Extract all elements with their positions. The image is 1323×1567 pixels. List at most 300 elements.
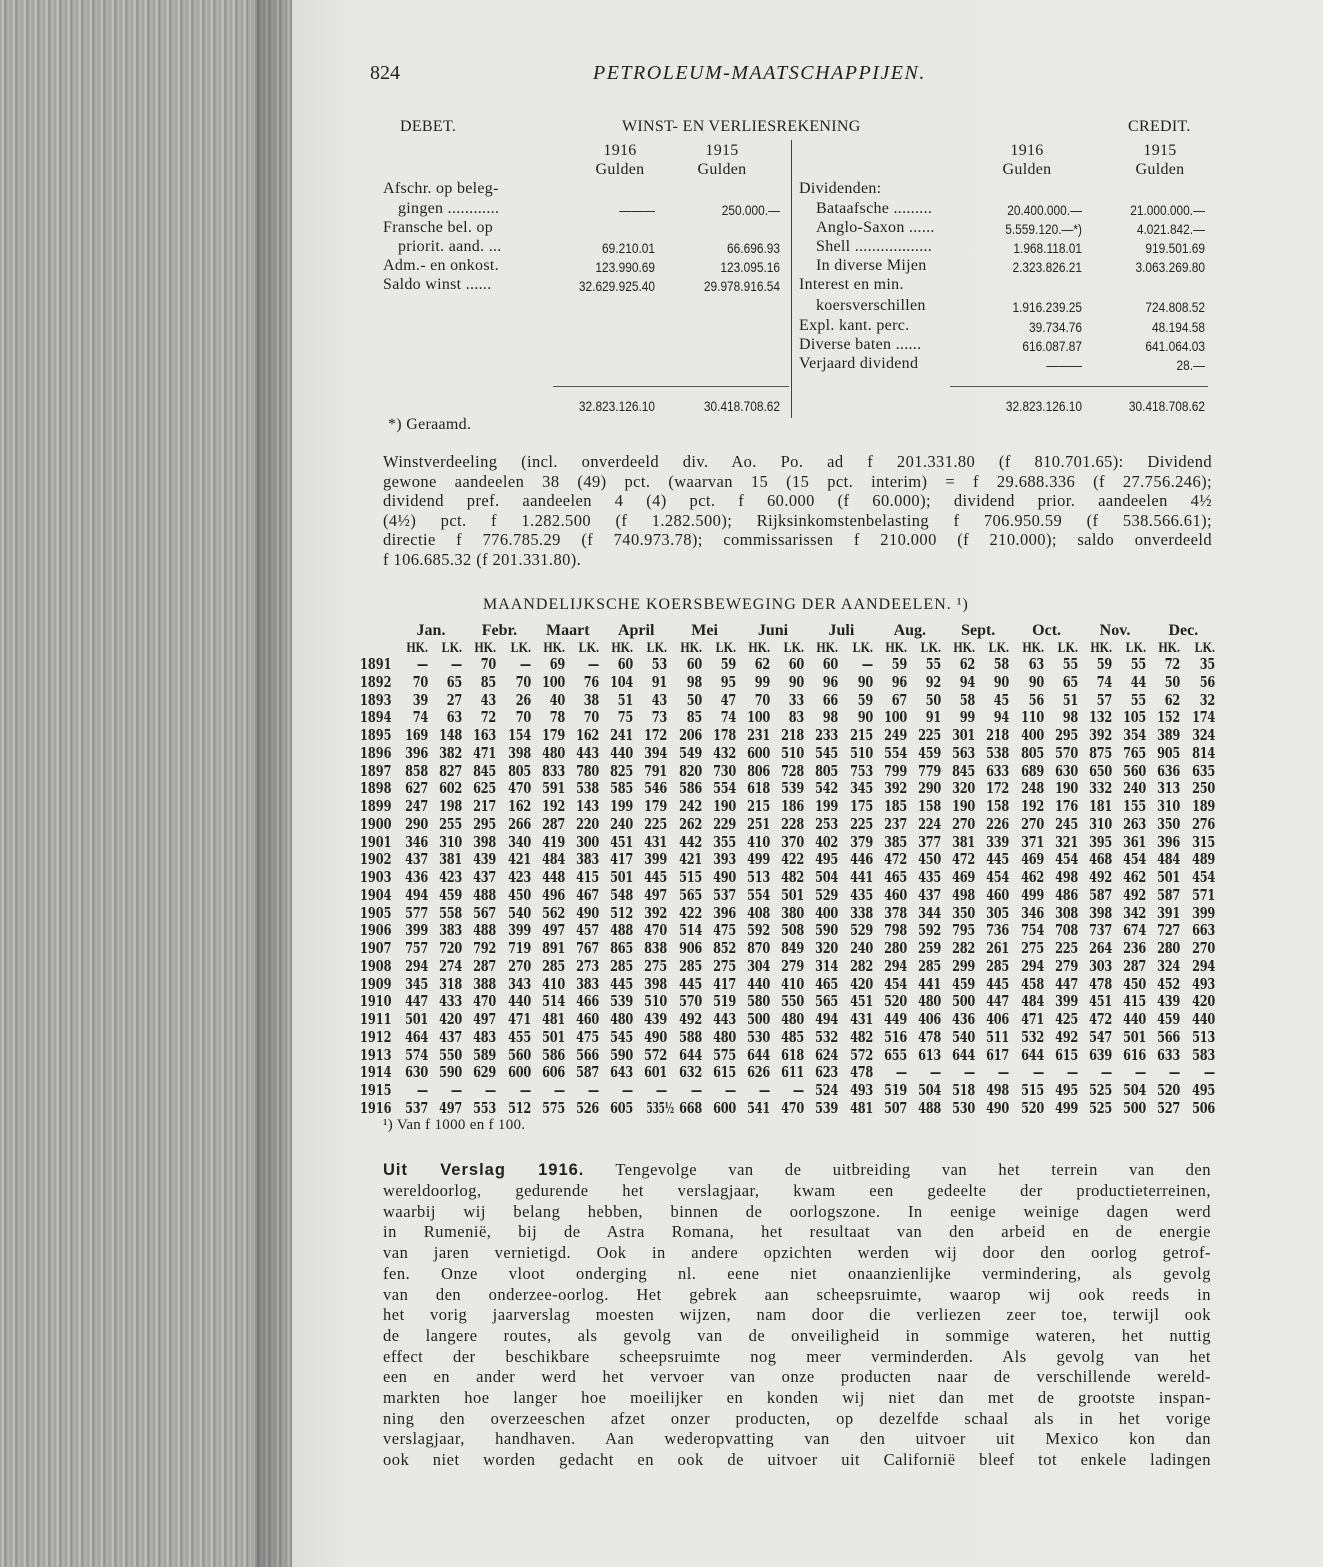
credit-label: Expl. kant. perc. [799, 317, 910, 334]
table-cell: 441 [849, 869, 873, 887]
report-line: effect der beschikbare scheepsruimte nog meer verminderden. Als gevolg van het [383, 1346, 1211, 1366]
year-label: 1912 [360, 1028, 392, 1046]
table-cell: 499 [1054, 1100, 1078, 1117]
table-cell: 70 [481, 656, 497, 673]
table-cell: 537 [405, 1100, 428, 1117]
table-cell: 241 [610, 727, 634, 745]
table-cell: — [485, 1082, 497, 1100]
table-cell: 206 [678, 727, 702, 745]
table-cell: 644 [747, 1046, 770, 1064]
report-line: het vorig jaarverslag moesten wijzen, nam door die verliezen zeer toe, terwijl ook [383, 1305, 1211, 1325]
debit-value-1916: ——— [619, 202, 655, 218]
hk-lk-header: HK. [816, 640, 839, 656]
table-cell: 175 [849, 798, 873, 816]
year-header: 1915 [1143, 142, 1177, 159]
table-cell: 437 [439, 1028, 463, 1046]
table-cell: 346 [405, 833, 428, 851]
table-cell: 174 [1191, 709, 1215, 727]
table-cell: 383 [576, 975, 599, 993]
table-cell: 590 [610, 1046, 634, 1064]
table-cell: 588 [678, 1028, 702, 1046]
table-cell: 513 [747, 869, 770, 887]
table-cell: 454 [1123, 851, 1147, 869]
table-cell: 492 [1054, 1028, 1078, 1046]
table-cell: 287 [541, 815, 565, 833]
month-header: Juli [828, 622, 855, 639]
table-cell: 63 [1028, 656, 1044, 673]
table-cell: 346 [1020, 904, 1044, 922]
table-cell: — [622, 1082, 634, 1100]
table-cell: 383 [439, 922, 463, 940]
debit-value-1915: 123.095.16 [720, 259, 780, 275]
table-cell: 530 [952, 1100, 976, 1117]
table-cell: — [587, 656, 599, 673]
table-cell: 308 [1054, 904, 1078, 922]
table-cell: — [998, 1064, 1010, 1082]
table-cell: 486 [1054, 886, 1078, 904]
year-label: 1905 [360, 904, 392, 922]
table-cell: 440 [610, 744, 634, 762]
table-cell: 500 [952, 993, 976, 1011]
hk-lk-header: LK. [441, 640, 463, 656]
table-cell: 73 [652, 709, 668, 727]
table-cell: 554 [747, 886, 770, 904]
table-cell: 566 [1157, 1028, 1181, 1046]
table-cell: 545 [610, 1028, 634, 1046]
table-cell: 535½ [646, 1100, 675, 1117]
table-cell: 379 [849, 833, 873, 851]
credit-total-rule [950, 386, 1208, 387]
table-cell: — [519, 656, 531, 673]
table-cell: 498 [986, 1082, 1010, 1100]
table-cell: 240 [1123, 780, 1147, 798]
table-cell: 858 [405, 762, 428, 780]
table-cell: 838 [644, 940, 668, 958]
unit-header: Gulden [1002, 161, 1052, 178]
table-cell: 471 [1020, 1011, 1044, 1029]
debit-label: Adm.- en onkost. [383, 257, 499, 274]
table-cell: 90 [857, 709, 873, 727]
table-cell: 60 [686, 656, 702, 673]
table-cell: 586 [541, 1046, 565, 1064]
table-cell: — [587, 1082, 599, 1100]
credit-value-1916: ——— [1046, 357, 1082, 373]
table-cell: 615 [712, 1064, 736, 1082]
table-cell: 497 [473, 1011, 497, 1029]
table-cell: 450 [507, 886, 531, 904]
table-cell: 516 [883, 1028, 907, 1046]
table-cell: 50 [686, 691, 702, 709]
table-cell: 449 [883, 1011, 907, 1029]
table-cell: 454 [1191, 869, 1215, 887]
table-cell: 439 [644, 1011, 668, 1029]
table-cell: 98 [823, 709, 839, 727]
table-cell: 248 [1020, 780, 1044, 798]
table-cell: 98 [686, 673, 702, 691]
debit-value-1916: 32.629.925.40 [578, 278, 655, 294]
table-cell: 451 [610, 833, 634, 851]
table-cell: 53 [652, 656, 668, 673]
table-cell: 158 [918, 798, 941, 816]
table-cell: 148 [439, 727, 463, 745]
table-cell: 338 [849, 904, 873, 922]
table-cell: 814 [1191, 744, 1215, 762]
table-cell: 287 [473, 957, 497, 975]
table-cell: 905 [1157, 744, 1181, 762]
table-cell: 282 [952, 940, 976, 958]
table-cell: 483 [473, 1028, 497, 1046]
table-cell: 606 [541, 1064, 565, 1082]
table-cell: 299 [952, 957, 976, 975]
table-cell: 343 [507, 975, 531, 993]
table-cell: 440 [747, 975, 770, 993]
table-cell: 554 [712, 780, 736, 798]
credit-heading: CREDIT. [1128, 118, 1191, 135]
table-cell: 59 [1096, 656, 1112, 673]
table-cell: 459 [439, 886, 463, 904]
year-label: 1901 [360, 833, 392, 851]
table-cell: 423 [439, 869, 463, 887]
debit-label: priorit. aand. ... [398, 238, 502, 255]
table-cell: 417 [712, 975, 736, 993]
table-cell: 245 [1054, 815, 1078, 833]
table-cell: 529 [849, 922, 873, 940]
report-line: verslagjaar, handhaven. Aan wederopvatting van den uitvoer uit Mexico kon dan [383, 1429, 1211, 1449]
table-cell: 791 [644, 762, 668, 780]
table-cell: 440 [1191, 1011, 1215, 1029]
year-label: 1891 [360, 656, 392, 673]
table-cell: 225 [849, 815, 873, 833]
credit-value-1915: 3.063.269.80 [1135, 259, 1205, 275]
table-cell: 482 [849, 1028, 873, 1046]
table-cell: 572 [644, 1046, 668, 1064]
table-cell: 627 [405, 780, 428, 798]
table-cell: 388 [473, 975, 497, 993]
table-cell: 285 [541, 957, 565, 975]
table-cell: 95 [720, 673, 736, 691]
table-cell: 294 [883, 957, 907, 975]
credit-value-1915: 724.808.52 [1145, 299, 1205, 315]
table-cell: 315 [1191, 833, 1215, 851]
table-cell: 587 [576, 1064, 599, 1082]
table-cell: 514 [541, 993, 565, 1011]
table-cell: 498 [952, 886, 976, 904]
table-cell: 805 [507, 762, 531, 780]
table-cell: 618 [747, 780, 770, 798]
table-cell: 85 [481, 673, 497, 691]
table-cell: 524 [815, 1082, 839, 1100]
table-cell: 489 [1191, 851, 1215, 869]
table-cell: 218 [781, 727, 805, 745]
table-cell: 279 [781, 957, 805, 975]
table-cell: 437 [918, 886, 941, 904]
table-cell: 451 [849, 993, 873, 1011]
month-header: Nov. [1099, 622, 1131, 639]
table-cell: 448 [541, 869, 565, 887]
table-cell: 539 [815, 1100, 839, 1117]
table-cell: 450 [918, 851, 941, 869]
table-cell: 350 [1157, 815, 1181, 833]
table-cell: 437 [405, 851, 428, 869]
table-cell: 215 [747, 798, 770, 816]
table-cell: 633 [1157, 1046, 1181, 1064]
table-cell: 492 [1123, 886, 1147, 904]
table-cell: 644 [1020, 1046, 1044, 1064]
table-cell: 849 [781, 940, 805, 958]
table-cell: 537 [712, 886, 736, 904]
table-cell: 371 [1020, 833, 1044, 851]
table-cell: 74 [720, 709, 736, 727]
table-cell: 415 [1123, 993, 1147, 1011]
table-cell: — [964, 1064, 976, 1082]
debit-total-1915: 30.418.708.62 [703, 398, 780, 414]
table-cell: 891 [541, 940, 565, 958]
table-cell: 798 [883, 922, 907, 940]
table-cell: 155 [1123, 798, 1147, 816]
table-cell: 313 [1157, 780, 1181, 798]
debit-value-1915: 66.696.93 [727, 240, 780, 256]
table-cell: — [1032, 1064, 1044, 1082]
table-cell: 423 [507, 869, 531, 887]
table-cell: 442 [678, 833, 702, 851]
table-cell: 176 [1054, 798, 1078, 816]
hk-lk-header: HK. [474, 640, 497, 656]
table-cell: 525 [1089, 1082, 1112, 1100]
table-cell: 445 [610, 975, 634, 993]
table-cell: 590 [815, 922, 839, 940]
table-cell: 345 [405, 975, 428, 993]
year-label: 1899 [360, 798, 392, 816]
table-cell: 314 [815, 957, 839, 975]
debit-label: Fransche bel. op [383, 219, 494, 236]
table-cell: 262 [678, 815, 702, 833]
table-cell: 90 [857, 673, 873, 691]
table-cell: 538 [986, 744, 1010, 762]
hk-lk-header: HK. [953, 640, 976, 656]
table-cell: 445 [986, 851, 1010, 869]
table-cell: 198 [439, 798, 463, 816]
table-cell: 224 [918, 815, 941, 833]
table-cell: 253 [815, 815, 839, 833]
table-cell: — [451, 656, 463, 673]
table-cell: 406 [918, 1011, 941, 1029]
table-cell: 525 [1089, 1100, 1112, 1117]
table-cell: 72 [481, 709, 497, 727]
table-cell: 633 [986, 762, 1010, 780]
table-cell: 820 [678, 762, 702, 780]
table-cell: 600 [747, 744, 770, 762]
table-cell: 419 [541, 833, 565, 851]
table-cell: 377 [918, 833, 941, 851]
table-cell: 540 [952, 1028, 976, 1046]
table-cell: 70 [515, 709, 531, 727]
table-cell: 47 [720, 691, 736, 709]
table-cell: 172 [986, 780, 1010, 798]
table-cell: 276 [1191, 815, 1215, 833]
table-cell: 488 [918, 1100, 941, 1117]
table-cell: 74 [1096, 673, 1112, 691]
table-cell: 460 [883, 886, 907, 904]
table-cell: 870 [747, 940, 770, 958]
table-cell: 74 [412, 709, 428, 727]
year-label: 1903 [360, 869, 392, 887]
hk-lk-header: HK. [406, 640, 428, 656]
table-cell: 520 [1157, 1082, 1181, 1100]
table-cell: 518 [952, 1082, 976, 1100]
table-cell: 59 [857, 691, 873, 709]
table-cell: 488 [610, 922, 634, 940]
table-cell: 410 [747, 833, 770, 851]
report-line: van jaren vernietigd. Ook in andere opzichten werden wij door den oorlog getrof- [383, 1243, 1211, 1263]
table-cell: 236 [1123, 940, 1147, 958]
table-cell: 422 [678, 904, 702, 922]
table-cell: 420 [849, 975, 873, 993]
table-cell: 447 [405, 993, 428, 1011]
credit-value-1915: 21.000.000.— [1130, 202, 1205, 218]
table-cell: 827 [439, 762, 463, 780]
year-label: 1904 [360, 886, 392, 904]
table-cell: 450 [1123, 975, 1147, 993]
month-header: Dec. [1168, 622, 1199, 639]
table-cell: 445 [644, 869, 668, 887]
hk-lk-header: LK. [715, 640, 736, 656]
table-cell: 626 [747, 1064, 770, 1082]
month-header: Sept. [961, 622, 996, 639]
table-cell: 324 [1191, 727, 1215, 745]
table-cell: 644 [952, 1046, 976, 1064]
table-cell: 467 [576, 886, 599, 904]
table-cell: 251 [747, 815, 770, 833]
table-cell: 484 [541, 851, 565, 869]
table-cell: 852 [712, 940, 736, 958]
year-label: 1897 [360, 762, 392, 780]
table-cell: 285 [610, 957, 634, 975]
table-cell: 663 [1191, 922, 1215, 940]
table-cell: 394 [644, 744, 668, 762]
table-cell: 618 [781, 1046, 805, 1064]
table-cell: 630 [1054, 762, 1078, 780]
table-cell: 454 [1054, 851, 1078, 869]
table-cell: 591 [541, 780, 565, 798]
table-cell: 110 [1020, 709, 1044, 727]
table-cell: 795 [952, 922, 976, 940]
table-cell: 493 [849, 1082, 873, 1100]
credit-value-1916: 39.734.76 [1029, 319, 1082, 335]
table-cell: 554 [883, 744, 907, 762]
table-cell: 90 [788, 673, 805, 691]
distribution-line: gewone aandeelen 38 (49) pct. (waarvan 15 (15 pct. interim) = f 29.688.336 (f 27.756.246); [383, 471, 1212, 491]
table-cell: 432 [712, 744, 736, 762]
table-cell: 541 [747, 1100, 770, 1117]
table-cell: — [1100, 1064, 1112, 1082]
table-cell: 488 [473, 922, 497, 940]
table-cell: 630 [405, 1064, 428, 1082]
table-cell: 91 [925, 709, 941, 727]
table-cell: 105 [1123, 709, 1147, 727]
table-cell: — [451, 1082, 463, 1100]
table-cell: 513 [1191, 1028, 1215, 1046]
table-cell: 454 [986, 869, 1010, 887]
table-cell: 624 [815, 1046, 839, 1064]
table-cell: 55 [1130, 691, 1147, 709]
table-cell: 529 [815, 886, 839, 904]
table-cell: 381 [952, 833, 976, 851]
table-cell: 655 [883, 1046, 907, 1064]
table-cell: 26 [515, 691, 531, 709]
table-cell: 515 [1020, 1082, 1044, 1100]
table-cell: 566 [576, 1046, 599, 1064]
table-cell: 617 [986, 1046, 1010, 1064]
table-cell: 301 [952, 727, 976, 745]
table-cell: 668 [678, 1100, 702, 1117]
report-line: ook niet worden gedacht en ook de uitvoer uit Californië bleef tot enkele ladingen [383, 1450, 1211, 1470]
year-label: 1916 [360, 1100, 392, 1117]
table-cell: 650 [1089, 762, 1112, 780]
table-cell: 689 [1020, 762, 1044, 780]
table-cell: 228 [781, 815, 805, 833]
table-cell: 492 [678, 1011, 702, 1029]
table-cell: 465 [883, 869, 907, 887]
table-cell: 459 [952, 975, 976, 993]
table-cell: 55 [1062, 656, 1078, 673]
credit-value-1915: 641.064.03 [1145, 338, 1205, 354]
report-line: in Rumenië, bij de Astra Romana, het resultaat van den arbeid en de energie [383, 1222, 1211, 1242]
table-cell: 845 [473, 762, 497, 780]
debit-label: Saldo winst ...... [383, 276, 492, 293]
table-cell: 300 [576, 833, 599, 851]
year-label: 1894 [360, 709, 392, 727]
table-cell: 550 [781, 993, 805, 1011]
table-cell: 480 [712, 1028, 736, 1046]
table-cell: 560 [1123, 762, 1147, 780]
table-cell: 504 [918, 1082, 941, 1100]
credit-value-1915: 4.021.842.— [1136, 221, 1205, 237]
table-cell: 466 [576, 993, 599, 1011]
table-cell: 780 [576, 762, 599, 780]
table-cell: — [690, 1082, 702, 1100]
year-header: 1916 [1010, 142, 1044, 159]
table-cell: 62 [959, 656, 976, 673]
table-cell: 440 [507, 993, 531, 1011]
table-cell: 169 [405, 727, 428, 745]
table-cell: — [758, 1082, 770, 1100]
credit-label: Anglo-Saxon ...... [816, 219, 935, 236]
credit-total-1916: 32.823.126.10 [1005, 398, 1082, 414]
table-cell: 601 [644, 1064, 668, 1082]
table-cell: 520 [883, 993, 907, 1011]
hk-lk-header: HK. [543, 640, 565, 656]
table-cell: 674 [1123, 922, 1147, 940]
table-cell: 613 [918, 1046, 941, 1064]
table-cell: 498 [1054, 869, 1078, 887]
credit-value-1916: 20.400.000.— [1007, 202, 1082, 218]
hk-lk-header: HK. [1090, 640, 1112, 656]
year-label: 1896 [360, 744, 392, 762]
report-text: Tengevolge van de uitbreiding van het terrein van den [615, 1160, 1212, 1179]
table-cell: 499 [747, 851, 770, 869]
table-cell: — [1203, 1064, 1215, 1082]
table-cell: 392 [644, 904, 668, 922]
table-cell: 446 [849, 851, 873, 869]
table-cell: 462 [1123, 869, 1147, 887]
table-cell: 56 [1199, 673, 1215, 691]
table-cell: 587 [1089, 886, 1112, 904]
credit-label: In diverse Mijen [816, 257, 927, 274]
year-label: 1910 [360, 993, 392, 1011]
hk-lk-header: LK. [647, 640, 668, 656]
table-cell: 295 [1054, 727, 1078, 745]
table-cell: 40 [549, 691, 565, 709]
